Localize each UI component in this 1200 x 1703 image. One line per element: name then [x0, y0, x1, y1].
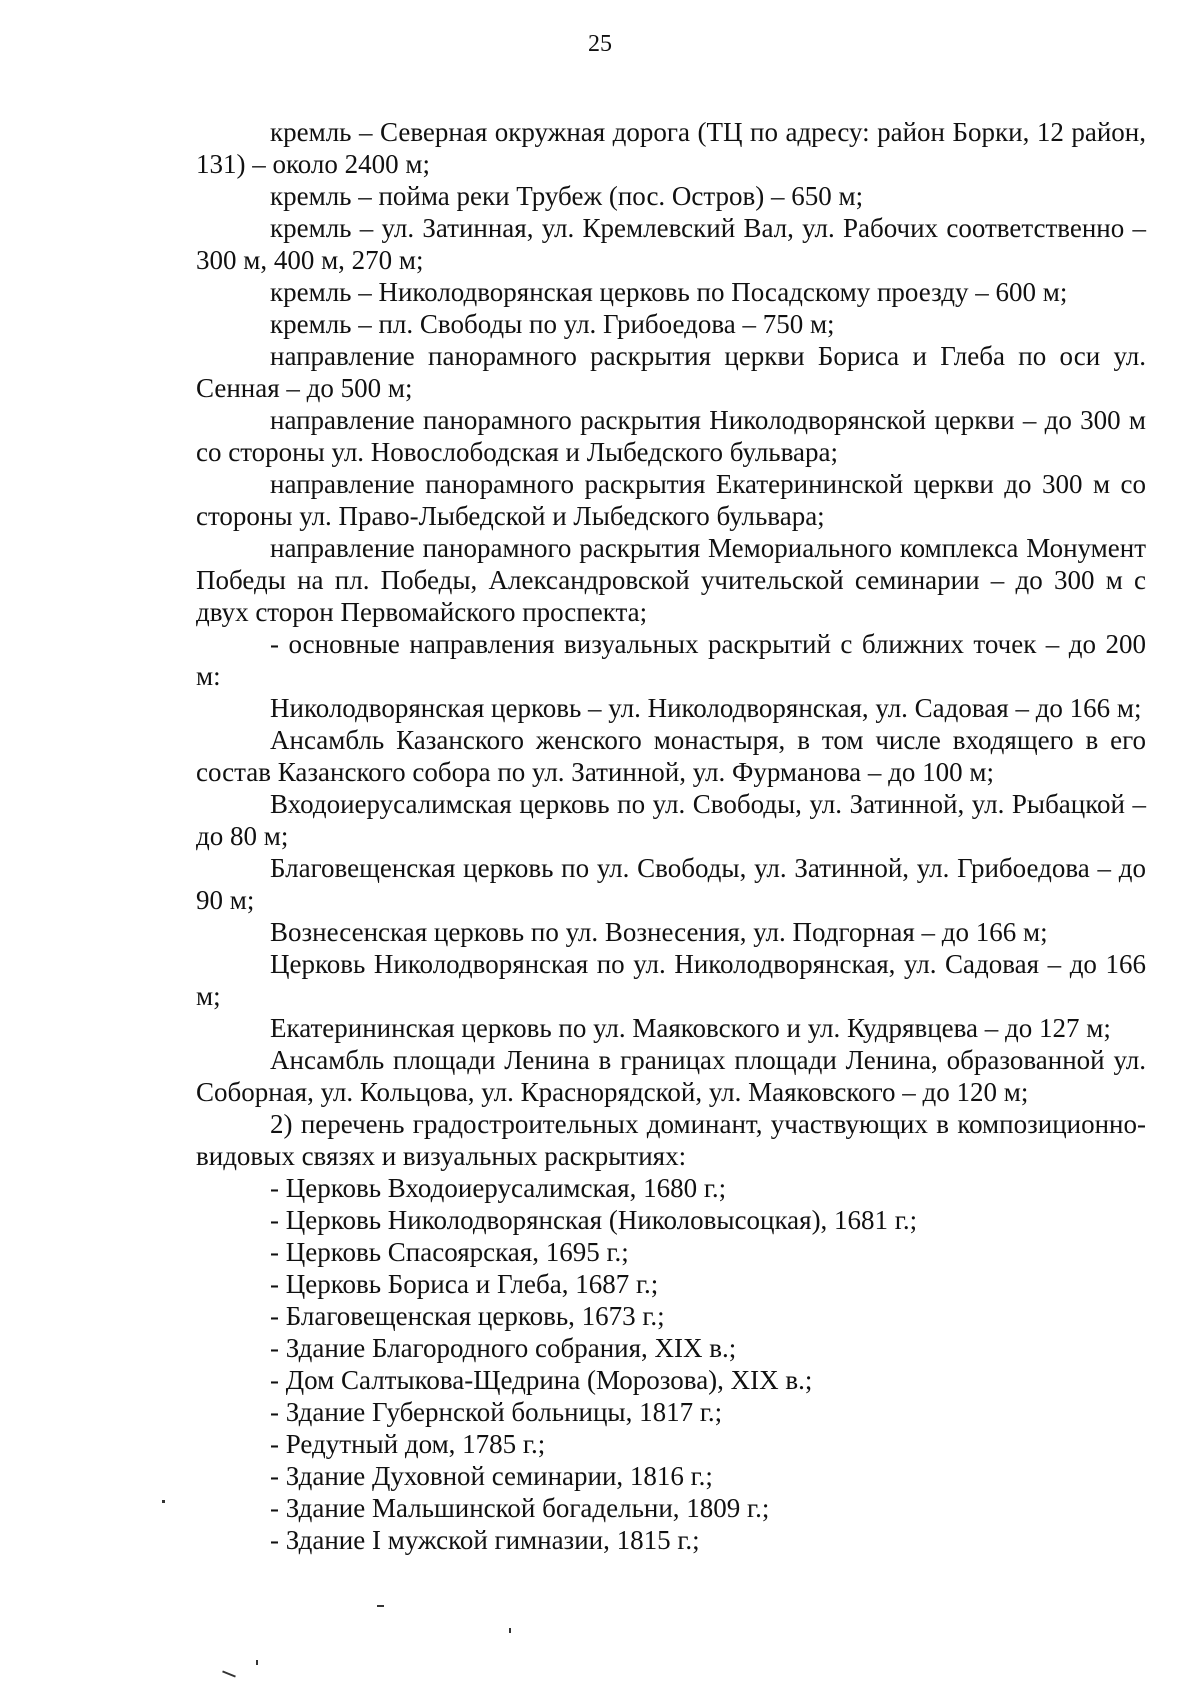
list-item: - Дом Салтыкова-Щедрина (Морозова), XIX в.; [270, 1365, 813, 1395]
scan-artifact [509, 1628, 511, 1633]
paragraph: Церковь Николодворянская по ул. Николодворянская, ул. Садовая – до 166 м; [196, 949, 1146, 1011]
paragraph: кремль – Северная окружная дорога (ТЦ по адресу: район Борки, 12 район, 131) – около 2400 м; [196, 117, 1146, 179]
scan-artifact [377, 1605, 384, 1607]
paragraph: кремль – пойма реки Трубеж (пос. Остров) – 650 м; [270, 181, 864, 211]
paragraph: направление панорамного раскрытия Николодворянской церкви – до 300 м со стороны ул. Новослободская и Лыбедского бульвара; [196, 405, 1146, 467]
paragraph: кремль – ул. Затинная, ул. Кремлевский Вал, ул. Рабочих соответственно – 300 м, 400 м, 270 м; [196, 213, 1146, 275]
list-item: - Церковь Входоиерусалимская, 1680 г.; [270, 1173, 727, 1203]
paragraph: - основные направления визуальных раскрытий с ближних точек – до 200 м: [196, 629, 1146, 691]
paragraph: направление панорамного раскрытия Екатерининской церкви до 300 м со стороны ул. Право-Лыбедской и Лыбедского бульвара; [196, 469, 1146, 531]
list-item: - Здание Духовной семинарии, 1816 г.; [270, 1461, 713, 1491]
paragraph: направление панорамного раскрытия церкви Бориса и Глеба по оси ул. Сенная – до 500 м; [196, 341, 1146, 403]
paragraph: Входоиерусалимская церковь по ул. Свободы, ул. Затинной, ул. Рыбацкой – до 80 м; [196, 789, 1146, 851]
list-item: - Здание I мужской гимназии, 1815 г.; [270, 1525, 700, 1555]
dominants-list [196, 1172, 1146, 1556]
list-item: - Церковь Николодворянская (Николовысоцкая), 1681 г.; [270, 1205, 918, 1235]
document-body [196, 116, 1146, 1556]
list-item: - Здание Мальшинской богадельни, 1809 г.; [270, 1493, 770, 1523]
paragraph: Ансамбль Казанского женского монастыря, в том числе входящего в его состав Казанского собора по ул. Затинной, ул. Фурманова – до 100 м; [196, 725, 1146, 787]
paragraph: 2) перечень градостроительных доминант, участвующих в композиционно-видовых связях и визуальных раскрытиях: [196, 1109, 1146, 1171]
paragraph: направление панорамного раскрытия Мемориального комплекса Монумент Победы на пл. Победы, Александровской учительской семинарии – до 300 м с двух сторон Первомайского проспекта; [196, 533, 1146, 627]
list-item: - Церковь Бориса и Глеба, 1687 г.; [270, 1269, 659, 1299]
list-item: - Редутный дом, 1785 г.; [270, 1429, 546, 1459]
scan-artifact [162, 1500, 165, 1503]
list-item: - Здание Благородного собрания, XIX в.; [270, 1333, 737, 1363]
page-number: 25 [588, 31, 612, 57]
paragraph: Николодворянская церковь – ул. Николодворянская, ул. Садовая – до 166 м; [270, 693, 1142, 723]
paragraph: Вознесенская церковь по ул. Вознесения, ул. Подгорная – до 166 м; [270, 917, 1048, 947]
list-item: - Благовещенская церковь, 1673 г.; [270, 1301, 665, 1331]
paragraph: кремль – пл. Свободы по ул. Грибоедова – 750 м; [270, 309, 835, 339]
paragraph: Екатерининская церковь по ул. Маяковского и ул. Кудрявцева – до 127 м; [270, 1013, 1111, 1043]
list-item: - Здание Губернской больницы, 1817 г.; [270, 1397, 723, 1427]
paragraph: Благовещенская церковь по ул. Свободы, ул. Затинной, ул. Грибоедова – до 90 м; [196, 853, 1146, 915]
paragraph: кремль – Николодворянская церковь по Посадскому проезду – 600 м; [270, 277, 1068, 307]
paragraph: Ансамбль площади Ленина в границах площади Ленина, образованной ул. Соборная, ул. Кольцова, ул. Краснорядской, ул. Маяковского – до 120 м; [196, 1045, 1146, 1107]
scan-artifact [256, 1660, 258, 1665]
scan-artifact [222, 1670, 236, 1677]
list-item: - Церковь Спасоярская, 1695 г.; [270, 1237, 629, 1267]
